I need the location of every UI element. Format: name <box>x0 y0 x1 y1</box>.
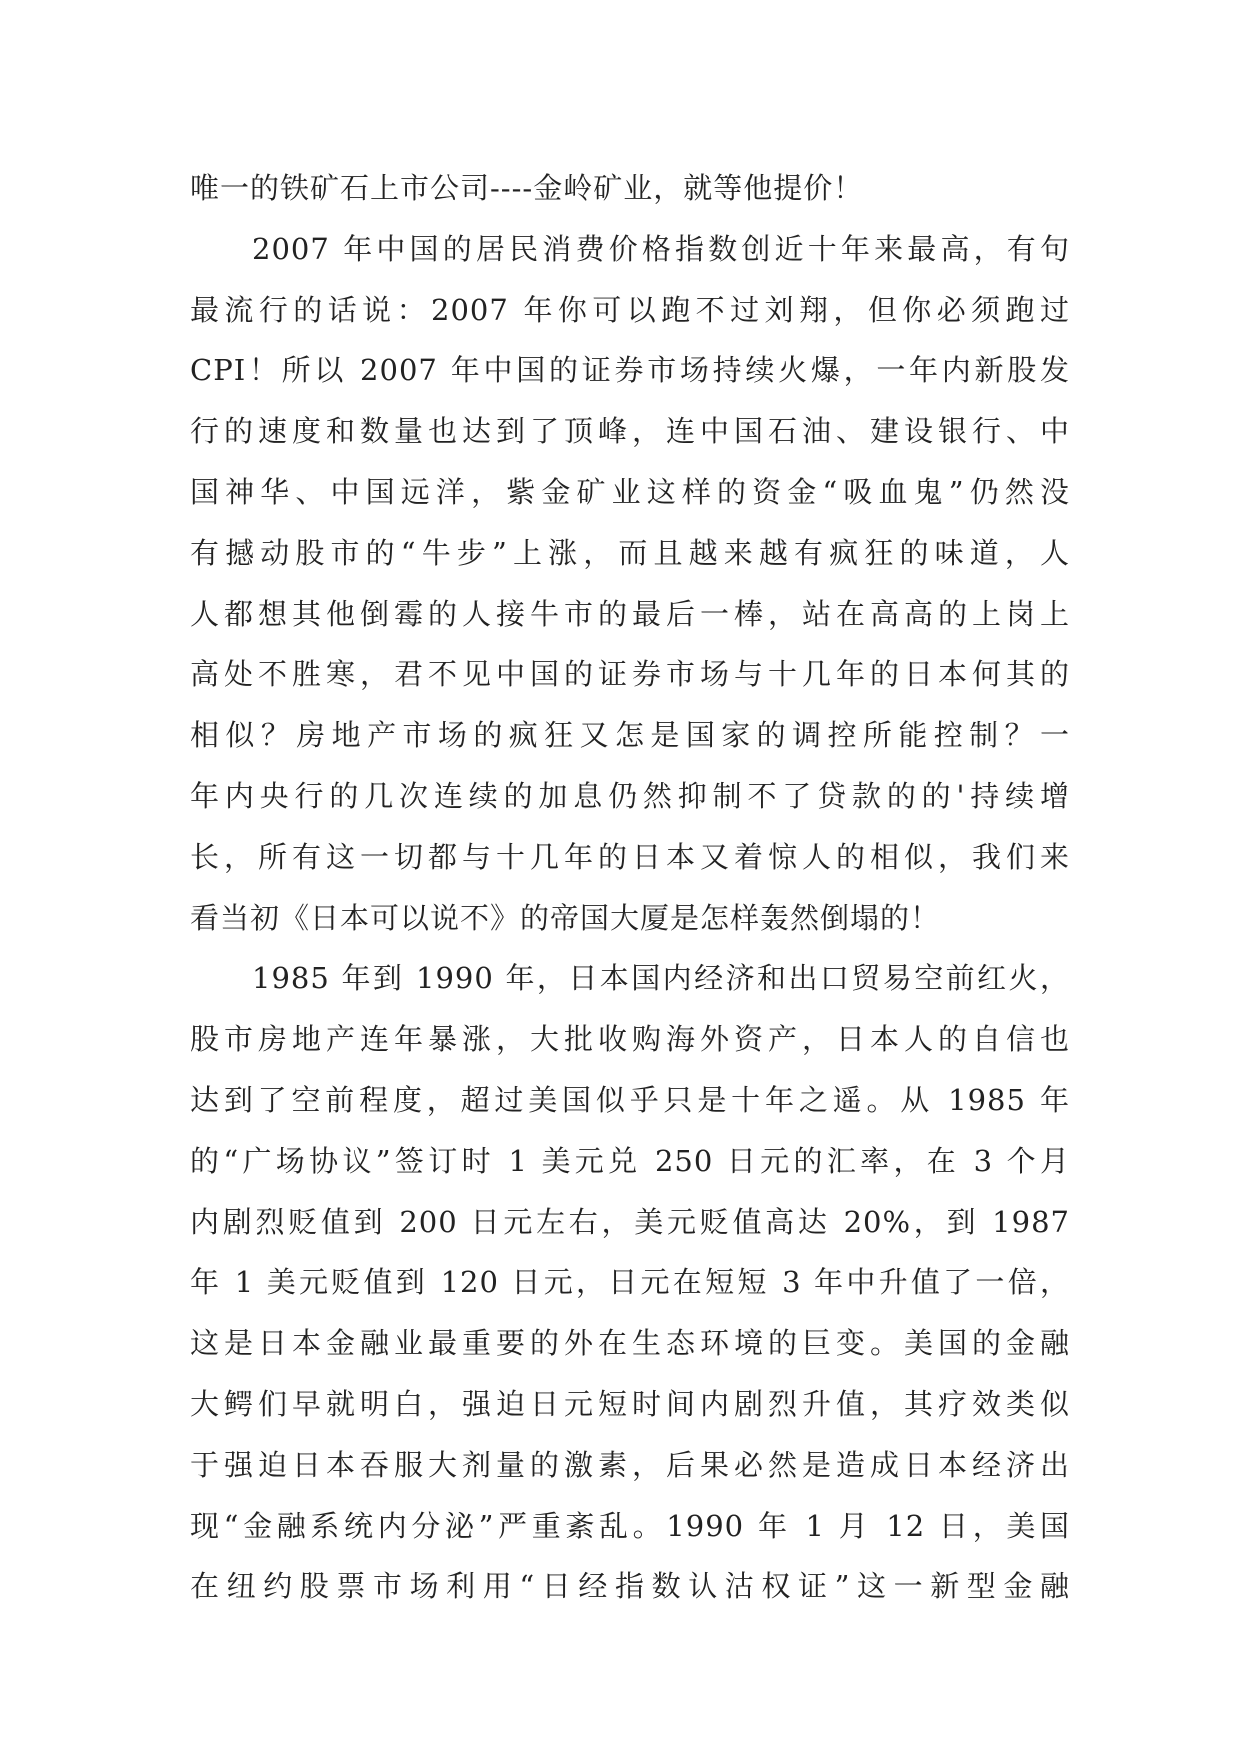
text-line: 国神华、中国远洋，紫金矿业这样的资金“吸血鬼”仍然没 <box>190 474 1070 509</box>
text-line: 唯一的铁矿石上市公司----金岭矿业，就等他提价！ <box>190 171 864 205</box>
text-line: 长，所有这一切都与十几年的日本又着惊人的相似，我们来 <box>190 839 1070 874</box>
text-line: 最流行的话说：2007 年你可以跑不过刘翔，但你必须跑过 <box>190 292 1070 327</box>
text-line: 这是日本金融业最重要的外在生态环境的巨变。美国的金融 <box>190 1326 1070 1361</box>
text-line: 相似？房地产市场的疯狂又怎是国家的调控所能控制？一 <box>190 718 1070 753</box>
text-line: 股市房地产连年暴涨，大批收购海外资产，日本人的自信也 <box>190 1022 1070 1057</box>
text-line: 行的速度和数量也达到了顶峰，连中国石油、建设银行、中 <box>190 414 1070 449</box>
text-line: 内剧烈贬值到 200 日元左右，美元贬值高达 20%，到 1987 <box>190 1204 1070 1239</box>
text-line: 大鳄们早就明白，强迫日元短时间内剧烈升值，其疗效类似 <box>190 1386 1070 1421</box>
text-line: 1985 年到 1990 年，日本国内经济和出口贸易空前红火， <box>252 961 1070 996</box>
text-line: 年 1 美元贬值到 120 日元，日元在短短 3 年中升值了一倍， <box>190 1265 1070 1300</box>
text-line: 年内央行的几次连续的加息仍然抑制不了贷款的的'持续增 <box>190 778 1070 813</box>
text-line: 现“金融系统内分泌”严重紊乱。1990 年 1 月 12 日，美国 <box>190 1508 1070 1543</box>
text-line: 看当初《日本可以说不》的帝国大厦是怎样轰然倒塌的！ <box>190 900 941 935</box>
text-line: 有撼动股市的“牛步”上涨，而且越来越有疯狂的味道，人 <box>190 535 1070 570</box>
text-line: 2007 年中国的居民消费价格指数创近十年来最高，有句 <box>252 231 1070 266</box>
body-text <box>190 158 1070 1617</box>
text-line: 人都想其他倒霉的人接牛市的最后一棒，站在高高的上岗上 <box>190 596 1070 631</box>
text-line: 于强迫日本吞服大剂量的激素，后果必然是造成日本经济出 <box>190 1447 1070 1482</box>
text-line: 的“广场协议”签订时 1 美元兑 250 日元的汇率，在 3 个月 <box>190 1143 1070 1178</box>
text-line: 高处不胜寒，君不见中国的证券市场与十几年的日本何其的 <box>190 657 1070 692</box>
text-line: CPI！所以 2007 年中国的证券市场持续火爆，一年内新股发 <box>190 353 1070 388</box>
text-line: 达到了空前程度，超过美国似乎只是十年之遥。从 1985 年 <box>190 1082 1070 1117</box>
text-line: 在纽约股票市场利用“日经指数认沽权证”这一新型金融 <box>190 1569 1070 1604</box>
